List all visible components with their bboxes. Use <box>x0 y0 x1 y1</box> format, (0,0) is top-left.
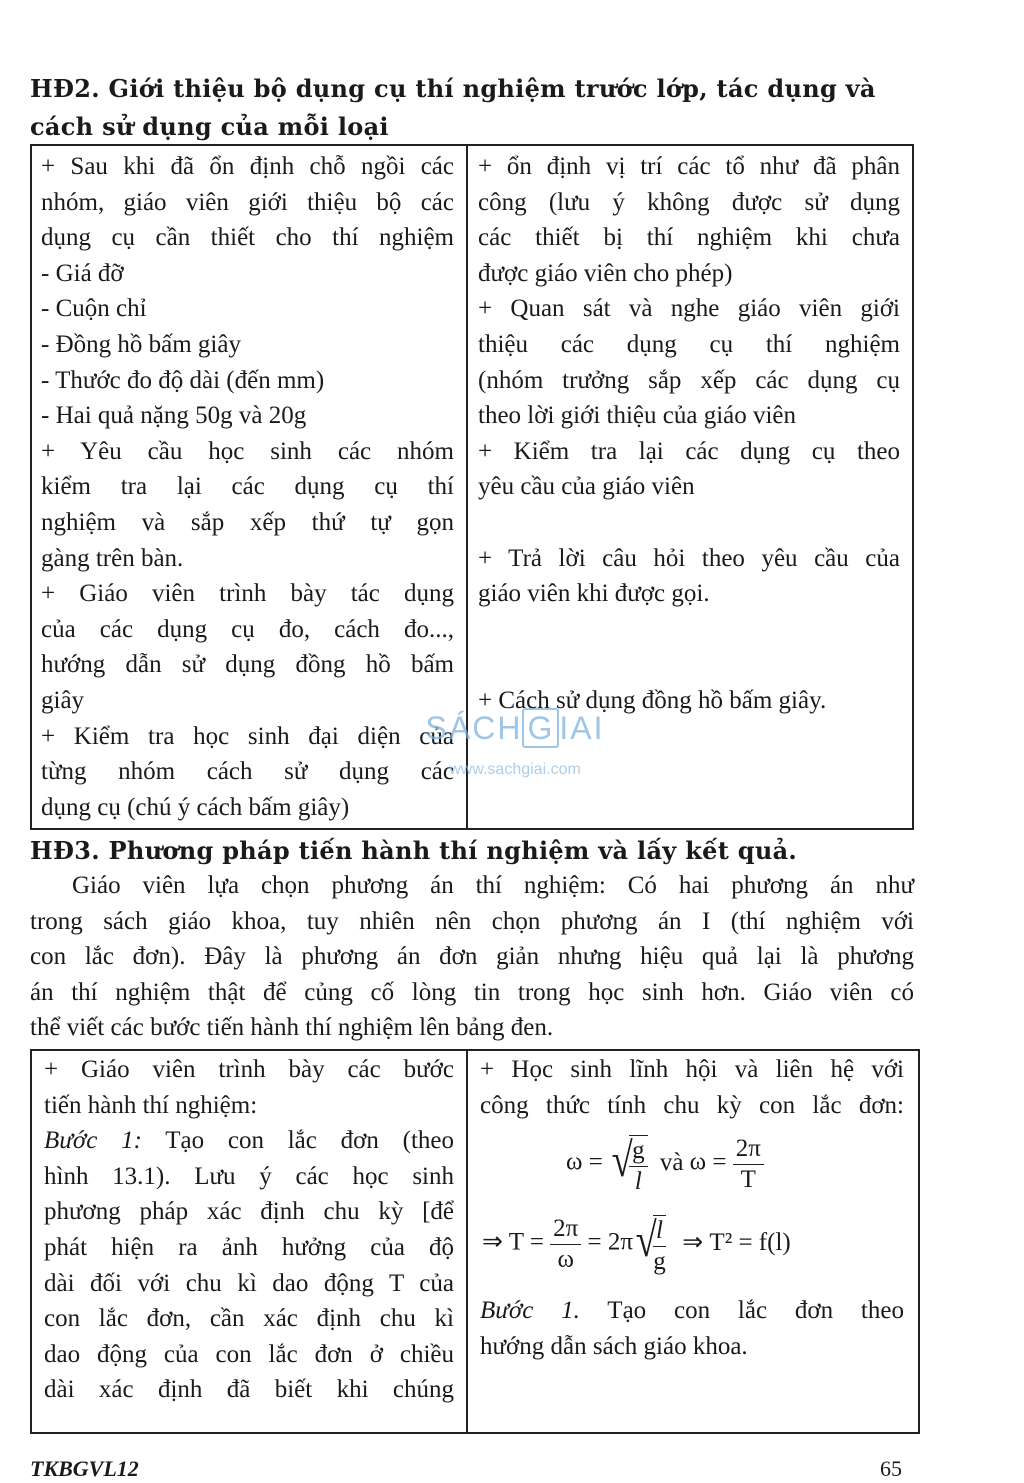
page-number: 65 <box>880 1456 902 1481</box>
table-line: - Giá đỡ <box>41 259 124 287</box>
table-line <box>44 1123 454 1159</box>
frac-denominator: T <box>740 1165 756 1193</box>
hd2-heading <box>30 70 920 146</box>
frac-numerator: g <box>629 1136 648 1167</box>
table-line: phương pháp xác định chu kỳ [để <box>44 1198 454 1226</box>
table-divider <box>466 1051 468 1432</box>
frac-denominator: ω <box>557 1245 574 1273</box>
formula-implies-t: ⇒ T = <box>482 1228 544 1256</box>
table-line: giây <box>41 686 85 714</box>
table-line: + Giáo viên trình bày các bước <box>44 1056 454 1083</box>
activity-table-2 <box>30 1049 920 1434</box>
table-line: - Đồng hồ bấm giây <box>41 330 241 358</box>
watermark-brand-g: G <box>522 708 559 748</box>
formula-tail: ⇒ T² = f(l) <box>682 1228 791 1256</box>
table-line: + Kiểm tra học sinh đại diện của <box>41 722 454 750</box>
step-label: Bước 1: <box>44 1127 142 1155</box>
teacher-column <box>41 149 454 825</box>
table-line: gàng trên bàn. <box>41 544 184 572</box>
watermark-url: www.sachgiai.com <box>449 761 581 778</box>
table-line: + Quan sát và nghe giáo viên giới <box>478 295 900 323</box>
paragraph-line: Giáo viên lựa chọn phương án thí nghiệm: Có hai phương án như <box>72 872 914 899</box>
frac-denominator: g <box>653 1248 666 1275</box>
hd3-heading: HĐ3. Phương pháp tiến hành thí nghiệm và lấy kết quả. <box>30 836 798 865</box>
hd2-title-line2: cách sử dụng của mỗi loại <box>30 112 389 141</box>
table-line: kiểm tra lại các dụng cụ thí <box>41 473 454 501</box>
formula-and: và <box>659 1148 684 1176</box>
frac-numerator: l <box>653 1216 666 1247</box>
formula-omega: ω = <box>566 1148 603 1176</box>
table-line: - Hai quả nặng 50g và 20g <box>41 402 307 430</box>
table-line: hình 13.1). Lưu ý các học sinh <box>44 1162 454 1190</box>
sqrt-l-over-g <box>633 1211 666 1277</box>
table-line: + ổn định vị trí các tổ như đã phân <box>478 153 900 180</box>
hd3-paragraph <box>30 868 914 1046</box>
hd2-title-line1: HĐ2. Giới thiệu bộ dụng cụ thí nghiệm trước lớp, tác dụng và <box>30 74 876 103</box>
table-line: hướng dẫn sách giáo khoa. <box>480 1332 748 1360</box>
table-line: dài xác định đã biết khi chúng <box>44 1376 454 1404</box>
table-line: con lắc đơn, cần xác định chu kì <box>44 1305 454 1333</box>
omega-formula <box>566 1131 764 1197</box>
book-code: TKBGVL12 <box>30 1456 139 1481</box>
table-line: được giáo viên cho phép) <box>478 259 733 287</box>
table-line-text: Tạo con lắc đơn theo <box>607 1297 904 1324</box>
table-line: + Giáo viên trình bày tác dụng <box>41 580 454 608</box>
paragraph-line: con lắc đơn). Đây là phương án đơn giản nhưng hiệu quả lại là phương <box>30 943 914 970</box>
table-line: từng nhóm cách sử dụng các <box>41 758 454 786</box>
table-line: - Cuộn chỉ <box>41 295 147 323</box>
table-line: nhóm, giáo viên giới thiệu bộ các <box>41 188 454 216</box>
table-line: + Yêu cầu học sinh các nhóm <box>41 437 454 465</box>
formula-eq-two-pi: = 2π <box>587 1228 634 1256</box>
frac-numerator: 2π <box>733 1134 764 1165</box>
table-line: + Học sinh lĩnh hội và liên hệ với <box>480 1056 904 1083</box>
radical-sign: √ <box>635 1214 657 1267</box>
paragraph-line: thể viết các bước tiến hành thí nghiệm lên bảng đen. <box>30 1014 554 1041</box>
table-line: thiệu các dụng cụ thí nghiệm <box>478 330 900 358</box>
sqrt-g-over-l <box>609 1131 648 1197</box>
formula-omega-2: ω = <box>689 1148 727 1176</box>
watermark-brand-a: SÁCH <box>425 710 523 746</box>
table-line: theo lời giới thiệu của giáo viên <box>478 402 797 430</box>
table-line: + Kiểm tra lại các dụng cụ theo <box>478 437 900 465</box>
table-line: dài đối với chu kì dao động T của <box>44 1269 454 1297</box>
step-label: Bước 1. <box>480 1297 580 1324</box>
frac-denominator: l <box>634 1168 642 1195</box>
table-line: + Trả lời câu hỏi theo yêu cầu của <box>478 544 900 572</box>
table-line: các thiết bị thí nghiệm khi chưa <box>478 224 900 252</box>
table-line: (nhóm trưởng sắp xếp các dụng cụ <box>478 366 900 394</box>
table-line: dụng cụ (chú ý cách bấm giây) <box>41 793 350 821</box>
paragraph-line: án thí nghiệm thật để củng cố lòng tin trong học sinh hơn. Giáo viên có <box>30 978 914 1006</box>
table-line: - Thước đo độ dài (đến mm) <box>41 366 325 394</box>
table-line <box>480 1293 904 1329</box>
table-line-text: Tạo con lắc đơn (theo <box>165 1127 454 1155</box>
table-blank-line <box>478 647 900 683</box>
table-line: + Cách sử dụng đồng hồ bấm giây. <box>478 686 827 714</box>
teacher-column <box>44 1052 454 1408</box>
table-blank-line <box>478 505 900 541</box>
student-step <box>480 1293 904 1364</box>
table-line: của các dụng cụ đo, cách đo..., <box>41 615 454 643</box>
student-column <box>478 149 900 719</box>
watermark-logo <box>410 708 620 780</box>
frac-numerator: 2π <box>550 1214 581 1245</box>
table-line: công (lưu ý không được sử dụng <box>478 188 900 216</box>
table-line: yêu cầu của giáo viên <box>478 473 695 501</box>
watermark-brand-b: IAI <box>559 710 605 746</box>
table-line: nghiệm và sắp xếp thứ tự gọn <box>41 508 454 536</box>
period-formula <box>482 1211 791 1277</box>
table-line: + Sau khi đã ổn định chỗ ngồi các <box>41 153 454 180</box>
paragraph-line: trong sách giáo khoa, tuy nhiên nên chọn phương án I (thí nghiệm với <box>30 907 914 935</box>
radical-sign: √ <box>611 1134 633 1187</box>
table-blank-line <box>478 612 900 648</box>
table-line: dụng cụ cần thiết cho thí nghiệm <box>41 224 454 252</box>
student-column <box>480 1052 904 1123</box>
table-line: hướng dẫn sử dụng đồng hồ bấm <box>41 651 454 679</box>
table-line: công thức tính chu kỳ con lắc đơn: <box>480 1091 904 1119</box>
table-line: dao động của con lắc đơn ở chiều <box>44 1340 454 1368</box>
table-line: giáo viên khi được gọi. <box>478 580 710 608</box>
table-line: tiến hành thí nghiệm: <box>44 1091 258 1119</box>
table-line: phát hiện ra ảnh hưởng của độ <box>44 1233 454 1261</box>
